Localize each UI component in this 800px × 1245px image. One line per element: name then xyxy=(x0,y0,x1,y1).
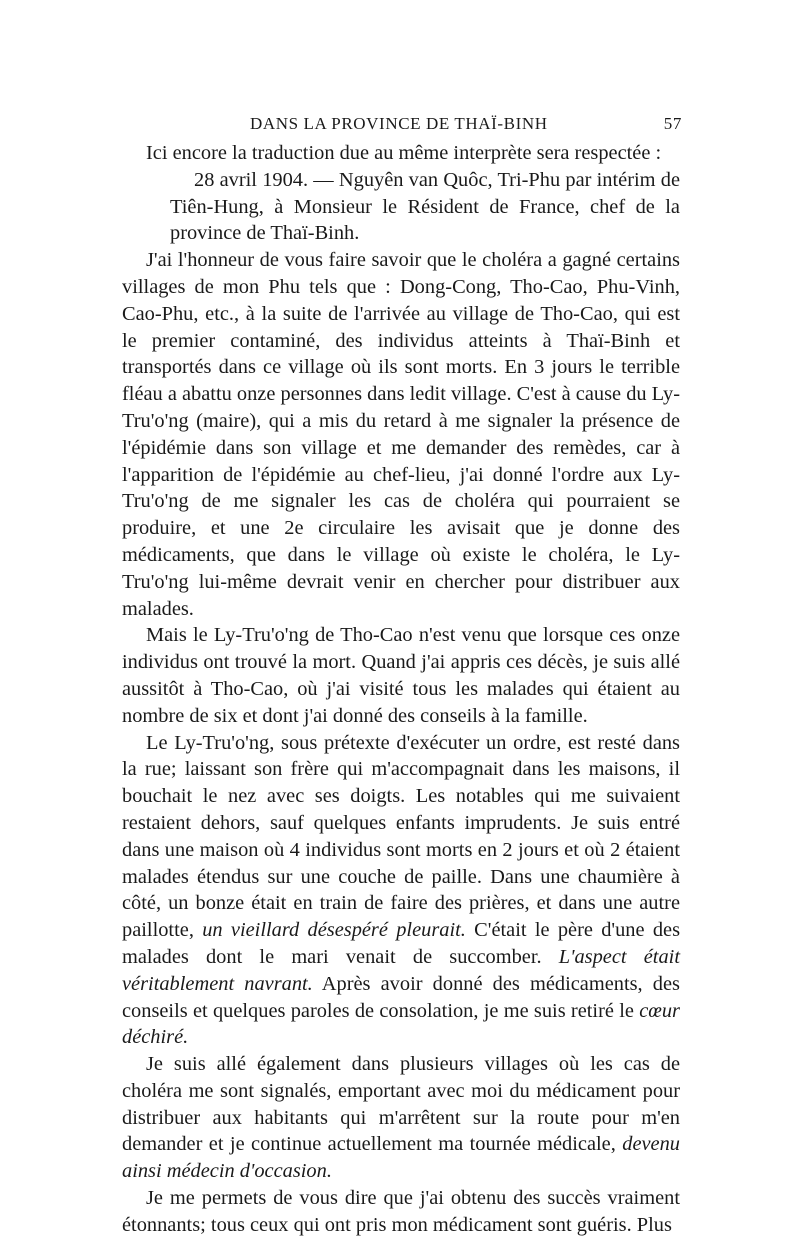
text-segment: Je suis allé également dans plusieurs villages où les cas de choléra me sont signalés, emportant avec moi du médicament pour distribuer aux habitants qui m'arrêtent sur la route pour m'en demander et je continue actuellement ma tournée médicale, xyxy=(122,1053,680,1156)
running-title: DANS LA PROVINCE DE THAÏ-BINH xyxy=(250,114,548,133)
italic-segment: L'aspect était véritablement navrant. xyxy=(122,945,680,995)
paragraph-intro: Ici encore la traduction due au même interprète sera respectée : xyxy=(146,142,662,164)
page-body xyxy=(122,140,680,1239)
italic-segment: cœur déchiré. xyxy=(122,999,680,1049)
paragraph-success: Je me permets de vous dire que j'ai obtenu des succès vraiment étonnants; tous ceux qui ont pris mon médicament sont guéris. Plus xyxy=(122,1187,680,1236)
text-segment: C'était le père d'une des malades dont le mari venait de succomber. xyxy=(122,919,681,968)
paragraph-villages xyxy=(122,1051,680,1185)
text-segment: Après avoir donné des médicaments, des conseils et quelques paroles de consolation, je me suis retiré le xyxy=(122,972,680,1022)
italic-segment: un vieillard désespéré pleurait. xyxy=(202,919,466,942)
paragraph-ly-truong xyxy=(122,730,680,1052)
letter-heading: 28 avril 1904. — Nguyên van Quôc, Tri-Phu par intérim de Tiên-Hung, à Monsieur le Résident de France, chef de la province de Thaï-Binh. xyxy=(170,168,680,245)
text-segment: Le Ly-Tru'o'ng, sous prétexte d'exécuter un ordre, est resté dans la rue; laissant son frère qui m'accompagnait dans les maisons, il bouchait le nez avec ses doigts. Les notables qui me suivaient restaient dehors, sauf quelques enfants imprudents. Je suis entré dans une maison où 4 individus sont morts en 2 jours et où 2 étaient malades étendus sur une couche de paille. Dans une chaumière à côté, un bonze était en train de faire des prières, et dans une autre paillotte, xyxy=(122,731,680,942)
running-head xyxy=(145,114,682,140)
page-number: 57 xyxy=(663,114,682,133)
italic-segment: devenu ainsi médecin d'occasion. xyxy=(122,1133,680,1183)
paragraph-cholera-report: J'ai l'honneur de vous faire savoir que le choléra a gagné certains villages de mon Phu tels que : Dong-Cong, Tho-Cao, Phu-Vinh, Cao-Phu, etc., à la suite de l'arrivée au village de Tho-Cao, qui est le premier contaminé, des individus atteints à Thaï-Binh et transportés dans ce village où ils sont morts. En 3 jours le terrible fléau a abattu onze personnes dans ledit village. C'est à cause du Ly-Tru'o'ng (maire), qui a mis du retard à me signaler la présence de l'épidémie dans son village et me demander des remèdes, car à l'apparition de l'épidémie au chef-lieu, j'ai donné l'ordre aux Ly-Tru'o'ng de me signaler les cas de choléra qui pourraient se produire, et une 2e circulaire les avisait que je donne des médicaments, que dans le village où existe le choléra, le Ly-Tru'o'ng lui-même devrait venir en chercher pour distribuer aux malades. xyxy=(122,249,680,620)
paragraph-tho-cao: Mais le Ly-Tru'o'ng de Tho-Cao n'est venu que lorsque ces onze individus ont trouvé la mort. Quand j'ai appris ces décès, je suis allé aussitôt à Tho-Cao, où j'ai visité tous les malades qui étaient au nombre de six et dont j'ai donné des conseils à la famille. xyxy=(122,624,680,727)
